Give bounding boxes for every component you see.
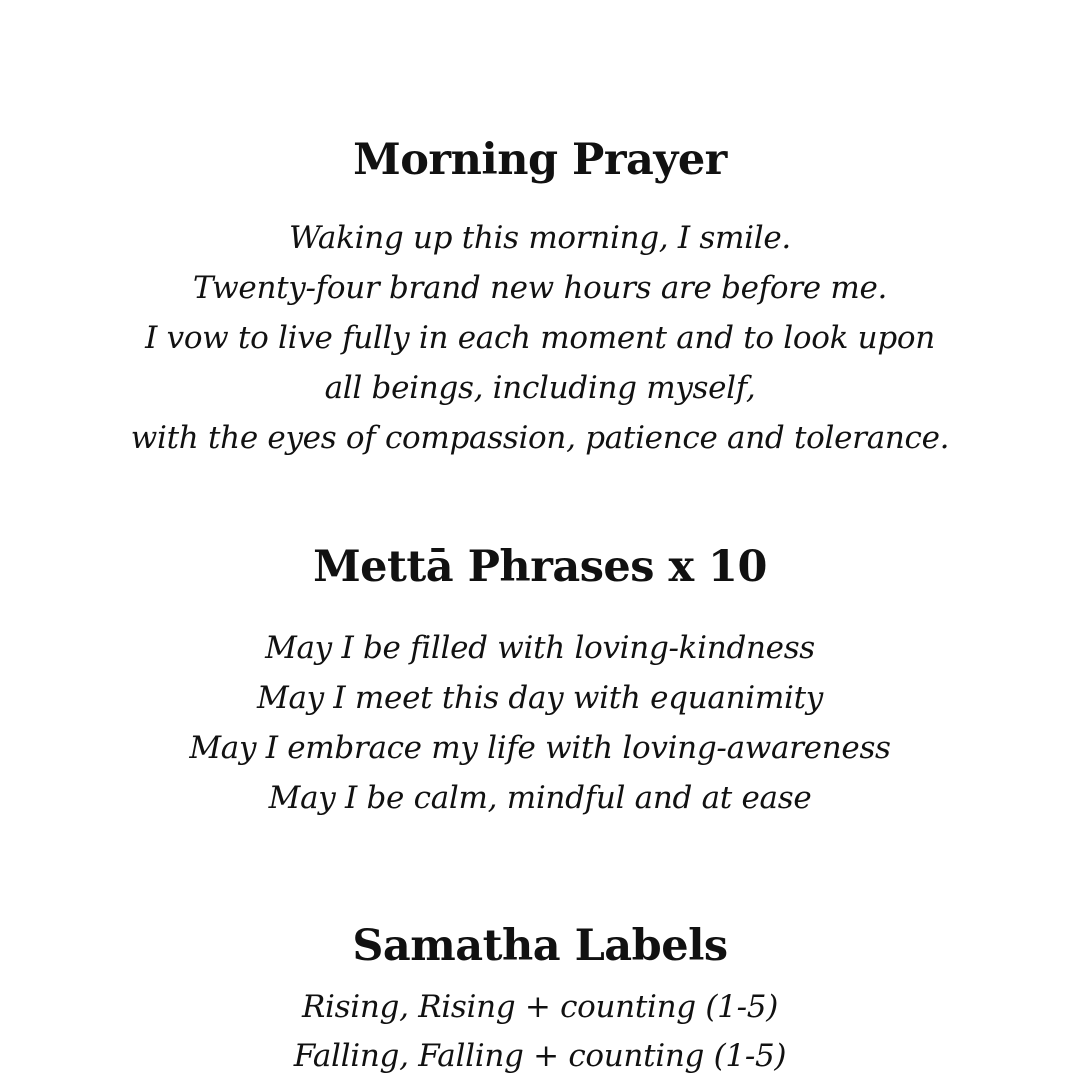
morning-prayer-line: Waking up this morning, I smile. (289, 220, 791, 256)
morning-prayer-line: I vow to live fully in each moment and to look upon (145, 320, 935, 356)
morning-prayer-line: with the eyes of compassion, patience and tolerance. (130, 420, 950, 456)
metta-phrase-line: May I embrace my life with loving-awareness (189, 730, 891, 766)
samatha-labels-title: Samatha Labels (352, 921, 728, 971)
morning-prayer-line: all beings, including myself, (324, 370, 756, 406)
samatha-label-line: Rising, Rising + counting (1-5) (302, 989, 778, 1025)
metta-phrases-title: Mettā Phrases x 10 (313, 542, 767, 592)
morning-prayer-line: Twenty-four brand new hours are before me. (192, 270, 888, 306)
metta-phrase-line: May I be filled with loving-kindness (265, 630, 815, 666)
samatha-label-line: Falling, Falling + counting (1-5) (293, 1038, 787, 1074)
morning-prayer-title: Morning Prayer (353, 135, 727, 185)
metta-phrase-line: May I meet this day with equanimity (257, 680, 823, 716)
metta-phrase-line: May I be calm, mindful and at ease (268, 780, 812, 816)
